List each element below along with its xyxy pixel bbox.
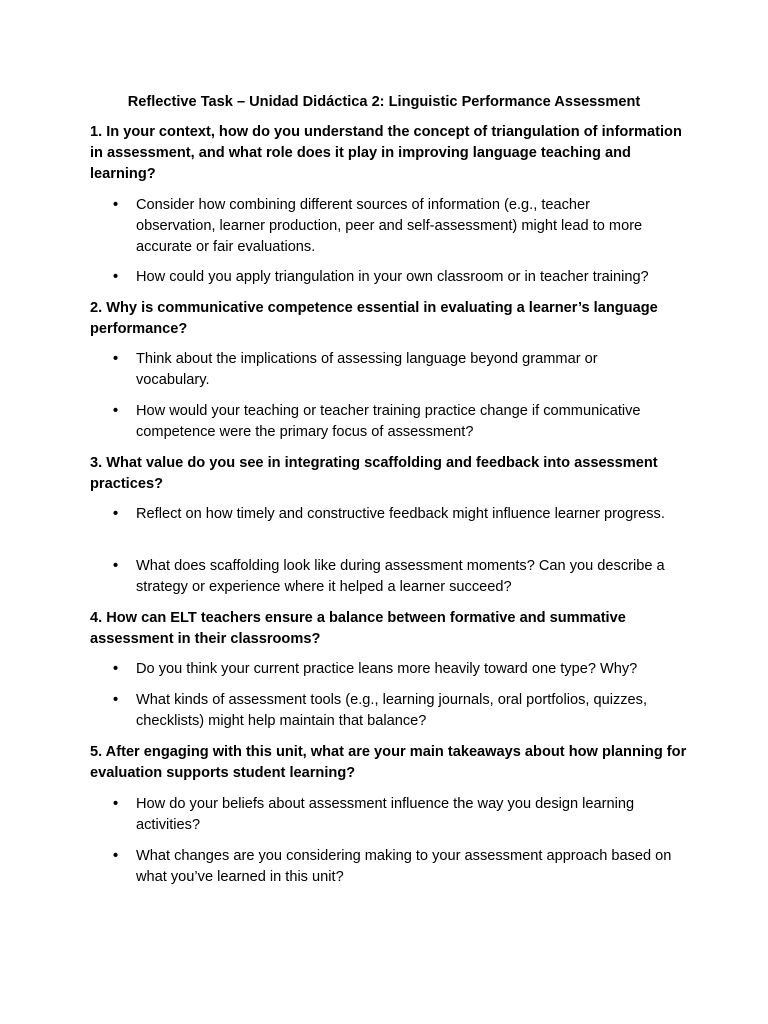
question-3: 3. What value do you see in integrating scaffolding and feedback into assessment practices? <box>90 455 658 492</box>
bullet-text: Think about the implications of assessing language beyond grammar or vocabulary. <box>136 351 598 388</box>
bullet-text: Consider how combining different sources of information (e.g., teacher observation, learner production, peer and self-assessment) might lead to more accurate or fair evaluations. <box>136 197 643 255</box>
document-title: Reflective Task – Unidad Didáctica 2: Linguistic Performance Assessment <box>127 94 641 110</box>
question-5-bullet-2 <box>113 846 673 888</box>
bullet-text: What changes are you considering making to your assessment approach based on what you’ve learned in this unit? <box>136 848 672 885</box>
bullet-icon: • <box>113 506 119 522</box>
question-4-bullet-1 <box>113 659 673 680</box>
bullet-text: How would your teaching or teacher training practice change if communicative competence were the primary focus of assessment? <box>136 403 641 440</box>
bullet-text: How do your beliefs about assessment influence the way you design learning activities? <box>136 796 635 833</box>
bullet-text: Reflect on how timely and constructive feedback might influence learner progress. <box>136 506 665 522</box>
bullet-icon: • <box>113 351 119 367</box>
bullet-text: What kinds of assessment tools (e.g., learning journals, oral portfolios, quizzes, checklists) might help maintain that balance? <box>136 692 648 729</box>
question-5: 5. After engaging with this unit, what are your main takeaways about how planning for evaluation supports student learning? <box>90 744 687 781</box>
bullet-icon: • <box>113 197 119 213</box>
question-5-bullet-1 <box>113 794 673 836</box>
question-3-bullet-1 <box>113 504 673 525</box>
question-4: 4. How can ELT teachers ensure a balance between formative and summative assessment in their classrooms? <box>90 610 626 647</box>
question-1: 1. In your context, how do you understand the concept of triangulation of information in assessment, and what role does it play in improving language teaching and learning? <box>90 124 682 182</box>
bullet-icon: • <box>113 848 119 864</box>
bullet-icon: • <box>113 403 119 419</box>
bullet-text: How could you apply triangulation in your own classroom or in teacher training? <box>136 269 649 285</box>
question-2-bullet-2 <box>113 401 673 443</box>
bullet-text: Do you think your current practice leans more heavily toward one type? Why? <box>136 661 638 677</box>
bullet-icon: • <box>113 558 119 574</box>
question-1-bullet-2 <box>113 267 673 288</box>
question-1-bullet-1 <box>113 195 673 258</box>
bullet-icon: • <box>113 661 119 677</box>
question-2: 2. Why is communicative competence essential in evaluating a learner’s language performance? <box>90 300 658 337</box>
bullet-icon: • <box>113 269 119 285</box>
bullet-icon: • <box>113 692 119 708</box>
question-3-bullet-2 <box>113 556 673 598</box>
bullet-icon: • <box>113 796 119 812</box>
question-4-bullet-2 <box>113 690 673 732</box>
bullet-text: What does scaffolding look like during assessment moments? Can you describe a strategy or experience where it helped a learner succeed? <box>136 558 665 595</box>
question-2-bullet-1 <box>113 349 673 391</box>
